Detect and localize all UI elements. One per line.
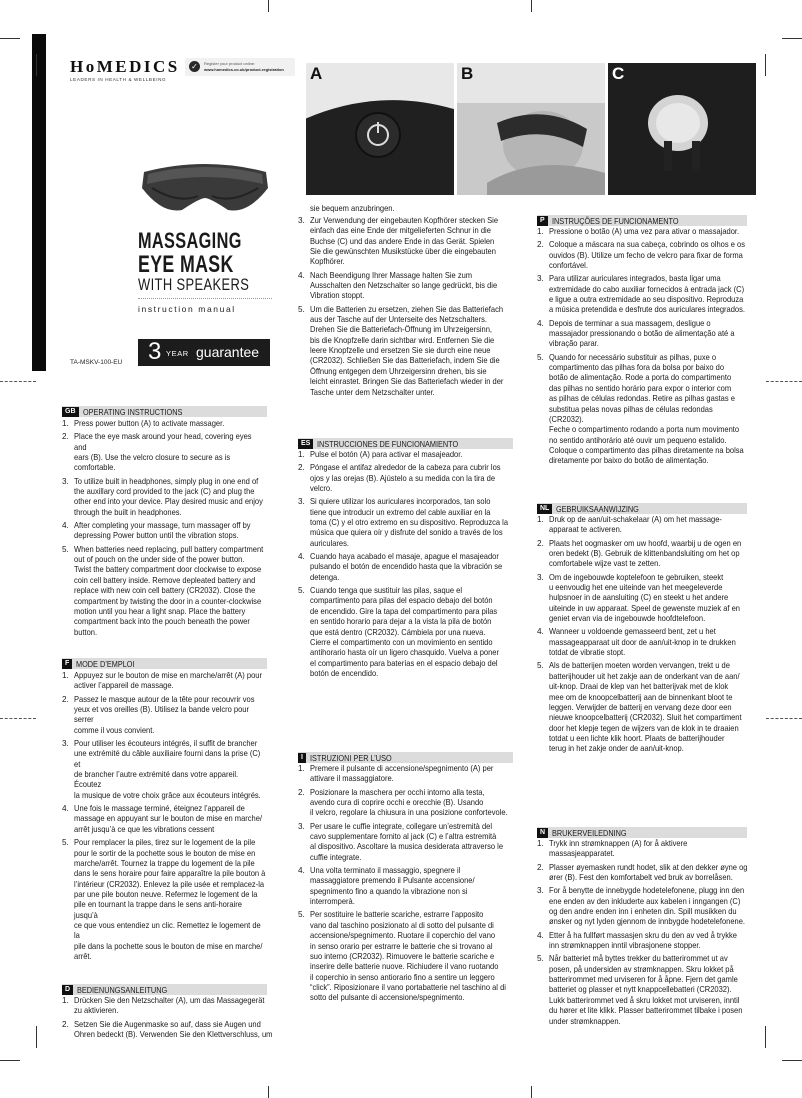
product-title-line2: EYE MASK: [138, 251, 234, 278]
crop-mark: [782, 1060, 802, 1061]
list-item: 4. After completing your massage, turn massager off by depressing Power button until the vibration stops.: [62, 521, 251, 541]
check-icon: ✓: [189, 61, 200, 72]
photo-c: [608, 63, 756, 195]
brand-logo: HoMEDICS: [70, 57, 180, 76]
register-url[interactable]: www.homedics.co.uk/product-registration: [204, 67, 284, 72]
crop-mark: [765, 54, 766, 76]
list-item: 4. Wanneer u voldoende gemasseerd bent, zet u het massageapparaat uit door de aan/uit-knop in te drukken totdat de vibratie stopt.: [537, 627, 736, 658]
language-code: D: [62, 985, 73, 995]
section-header-fr: [62, 658, 267, 669]
instructions-list-gb: [62, 419, 267, 641]
list-item: 1. Premere il pulsante di accensione/spegnimento (A) per attivare il massaggiatore.: [298, 764, 494, 784]
language-code: GB: [62, 407, 79, 417]
list-item: 4. Nach Beendigung Ihrer Massage halten Sie zum Ausschalten den Netzschalter so lange gedrückt, bis die Vibration stoppt.: [298, 270, 498, 301]
section-header-no: [537, 827, 747, 838]
woman-wearing-mask-image: [457, 63, 605, 195]
list-item: 4. Una volta terminato il massaggio, spegnere il massaggiatore premendo il Pulsante accensione/ spegnimento fino a quando la vibrazione non si interromperà.: [298, 866, 475, 907]
guarantee-number: 3: [148, 338, 162, 365]
list-item: 2. Place the eye mask around your head, covering eyes and ears (B). Use the velcro closure to secure as is comfortable.: [62, 432, 252, 473]
instructions-list-no: [537, 839, 749, 1030]
section-header-de: [62, 984, 267, 995]
list-item: 1. Appuyez sur le bouton de mise en marche/arrêt (A) pour activer l’appareil de massage.: [62, 671, 262, 691]
crop-mark: [36, 1026, 37, 1048]
list-item: 3. Si quiere utilizar los auriculares incorporados, tan solo tiene que introducir un extremo del cable auxiliar en la toma (C) y el otro extremo en su dispositivo. Reproduzca la música que quiera oír y disfrute del sonido a través de los auriculares.: [298, 497, 509, 548]
list-item: 5. Når batteriet må byttes trekker du batterirommet ut av posen, på undersiden av strømknappen. Skru lokket på batterirommet med urviseren for å åpne. Fjern det gamle batteriet og plasser et nytt knappcellebatteri (CR2032). Lukk batterirommet ved å skru lokket mot urviseren, inntil du hører et lite klikk. Plasser batterirommet tilbake i posen under strømknappen.: [537, 954, 743, 1026]
language-code: N: [537, 828, 548, 838]
list-item: 5. Quando for necessário substituir as pilhas, puxe o compartimento das pilhas fora da bolsa por baixo do botão de alimentação. Rode a porta do compartimento das pilhas no sentido horário para expor o interior com as pilhas de células redondas. Retire as pilhas gastas e substitua pelas novas pilhas de células redondas (CR2032). Feche o compartimento rodando a porta num movimento no sentido antihorário até ouvir um pequeno estalido. Coloque o compartimento das pilhas diretamente na bolsa diretamente por baixo do botão de alimentação.: [537, 352, 744, 466]
list-item: 3. Per usare le cuffie integrate, collegare un’estremità del cavo supplementare fornito al jack (C) e l’altra estremità al dispositivo. Ascoltare la musica desiderata attraverso le cuffie integrate.: [298, 821, 504, 862]
crop-mark: [765, 1026, 766, 1048]
registration-banner: [185, 58, 295, 76]
list-item: 4. Cuando haya acabado el masaje, apague el masajeador pulsando el botón de encendido hasta que la vibración se detenga.: [298, 552, 503, 582]
instructions-list-es: [298, 450, 513, 682]
instruction-manual-label: instruction manual: [138, 304, 236, 314]
list-item: 5. Cuando tenga que sustituir las pilas, saque el compartimento para pilas del espacio debajo del botón de encendido. Gire la tapa del compartimento para pilas en sentido horario para dejar a la vista la pila de botón que está dentro (CR2032). Cámbiela por una nueva. Cierre el compartimento con un movimiento en sentido antihorario hasta oír un ligero chasquido. Vuelva a poner el compartimento para baterías en el espacio debajo del botón de encendido.: [298, 586, 500, 678]
section-header-es: [298, 438, 513, 449]
list-item: 5. Als de batterijen moeten worden vervangen, trekt u de batterijhouder uit het zakje aan de onderkant van de aan/ uit-knop. Draai de klep van het batterijvak met de klok mee om de knoopcelbatterij aan de binnenkant bloot te leggen. Verwijder de batterij en vervang deze door een nieuwe knoopcelbatterij (CR2032). Sluit het compartiment door het klepje tegen de wijzers van de klok in te draaien totdat u een lichte klik hoort. Plaats de batterijhouder terug in het zakje onder de aan/uit-knop.: [537, 661, 742, 754]
list-item: 5. When batteries need replacing, pull battery compartment out of pouch on the under side of the power button. Twist the battery compartment door clockwise to expose coin cell battery inside. Remove depleated battery and replace with new coin cell battery (CR2032). Close the compartment by twisting the door in a counter-clockwise motion until you hear a light snap. Place the battery compartment back into the pouch beneath the power button.: [62, 544, 264, 637]
guarantee-word: guarantee: [196, 344, 260, 360]
list-item: 1. Drücken Sie den Netzschalter (A), um das Massagegerät zu aktivieren.: [62, 996, 265, 1016]
list-item: 2. Posizionare la maschera per occhi intorno alla testa, avendo cura di coprire occhi e orecchie (B). Usando il velcro, regolare la chiusura in una posizione confortevole.: [298, 787, 508, 818]
list-item: 2. Plasser øyemasken rundt hodet, slik at den dekker øyne og ører (B). Fest den komfortabelt ved bruk av borrelåsen.: [537, 862, 748, 883]
section-header-pt: [537, 215, 747, 226]
section-title: ISTRUZIONI PER L’USO: [309, 752, 392, 763]
list-item: 1. Druk op de aan/uit-schakelaar (A) om het massage- apparaat te activeren.: [537, 515, 722, 535]
divider: [138, 298, 272, 299]
brand-tagline: LEADERS IN HEALTH & WELLBEING: [70, 77, 167, 82]
list-item: 2. Plaats het oogmasker om uw hoofd, waarbij u de ogen en oren bedekt (B). Gebruik de klittenbandsluiting om het op comfortabele wijze vast te zetten.: [537, 538, 742, 569]
product-title-line1: MASSAGING: [138, 228, 242, 253]
list-item: 5. Pour remplacer la piles, tirez sur le logement de la pile pour le sortir de la pochette sous le bouton de mise en marche/arrêt. Tournez la trappe du logement de la pile dans le sens horaire pour faire apparaître la pile bouton à l’intérieur (CR2032). Enlevez la pile usée et remplacez-la par une pile bouton neuve. Refermez le logement de la pile en tournant la trappe dans le sens anti-horaire jusqu’à ce que vous entendiez un clic. Remettez le logement de la pile dans la pochette sous le bouton de mise en marche/ arrêt.: [62, 838, 266, 961]
product-title-line3: WITH SPEAKERS: [138, 275, 250, 294]
language-code: P: [537, 216, 548, 226]
register-text: Register your product online:: [204, 61, 256, 66]
section-title: INSTRUÇÕES DE FUNCIONAMENTO: [551, 215, 679, 226]
language-code: F: [62, 659, 72, 669]
instructions-list-de-cont: [298, 216, 513, 401]
crop-mark: [531, 0, 532, 12]
list-item: 3. Zur Verwendung der eingebauten Kopfhörer stecken Sie einfach das eine Ende der mitgelieferten Schnur in die Buchse (C) und das andere Ende in das Gerät. Spielen Sie die gewünschten Musikstücke über die eingebauten Kopfhörer.: [298, 216, 499, 267]
crop-mark: [0, 1060, 20, 1061]
list-item: 3. Om de ingebouwde koptelefoon te gebruiken, steekt u eenvoudig het ene uiteinde van het meegeleverde hulpsnoer in de aansluiting (C) en steekt u het andere uiteinde in uw apparaat. Speel de gewenste muziek af en geniet ervan via de ingebouwde hoofdtelefoon.: [537, 572, 740, 624]
list-item: 4. Une fois le massage terminé, éteignez l’appareil de massage en appuyant sur le bouton de mise en marche/ arrêt jusqu’à ce que les vibrations cessent: [62, 804, 263, 834]
list-item: 3. To utilize built in headphones, simply plug in one end of the auxillary cord provided to the jack (C) and plug the other end into your device. Play desired music and enjoy through the built in headphones.: [62, 476, 263, 517]
section-header-nl: [537, 503, 747, 514]
fold-mark: [766, 718, 802, 719]
list-item: 2. Passez le masque autour de la tête pour recouvrir vos yeux et vos oreilles (B). Utilisez la bande velcro pour serrer comme il vous convient.: [62, 694, 255, 735]
photo-a: [306, 63, 454, 195]
edge-black-bar: [32, 34, 46, 371]
crop-mark: [268, 1086, 269, 1098]
list-item: 2. Setzen Sie die Augenmaske so auf, dass sie Augen und Ohren bedeckt (B). Verwenden Sie den Klettverschluss, um: [62, 1019, 273, 1040]
section-title: GEBRUIKSAANWIJZING: [556, 503, 640, 514]
list-item: 4. Etter å ha fullført massasjen skru du den av ved å trykke inn strømknappen inntil vibrasjonene stopper.: [537, 930, 737, 951]
list-item: 3. Pour utiliser les écouteurs intégrés, il suffit de brancher une extrémité du câble auxiliaire fourni dans la prise (C) et de brancher l’autre extrémité dans votre appareil. Écoutez la musique de votre choix grâce aux écouteurs intégrés.: [62, 739, 261, 800]
list-item: 1. Pulse el botón (A) para activar el masajeador.: [298, 450, 463, 459]
list-item: 5. Um die Batterien zu ersetzen, ziehen Sie das Batteriefach aus der Tasche auf der Unterseite des Netzschalters. Drehen Sie die Batteriefach-Öffnung im Uhrzeigersinn, bis die Knopfzelle darin sichtbar wird. Entfernen Sie die leere Knopfzelle und ersetzen Sie sie durch eine neue (CR2032). Schließen Sie das Batteriefach, indem Sie die Öffnung entgegen dem Uhrzeigersinn drehen, bis sie leicht einrastet. Bringen Sie das Batteriefach wieder in der Tasche unter dem Netzschalter unter.: [298, 304, 504, 397]
guarantee-badge: [138, 339, 270, 366]
power-button-image: [306, 63, 454, 195]
crop-mark: [268, 0, 269, 12]
instructions-list-de: [62, 996, 274, 1043]
crop-mark: [0, 38, 20, 39]
instructions-list-pt: [537, 227, 749, 470]
section-header-gb: [62, 406, 267, 417]
photo-label: A: [310, 64, 323, 83]
crop-mark: [531, 1086, 532, 1098]
language-code: NL: [537, 504, 552, 514]
section-title: BEDIENUNGSANLEITUNG: [77, 984, 168, 995]
eye-mask-image: [138, 158, 272, 220]
fold-mark: [0, 381, 36, 382]
audio-jack-image: [608, 63, 756, 195]
section-header-it: [298, 752, 513, 763]
language-code: I: [298, 753, 306, 763]
instructions-list-it: [298, 764, 513, 1007]
list-item: 1. Pressione o botão (A) uma vez para ativar o massajador.: [537, 227, 740, 236]
model-number: TA-MSKV-100-EU: [70, 359, 123, 366]
photo-label: C: [612, 64, 625, 83]
list-item: 2. Póngase el antifaz alrededor de la cabeza para cubrir los ojos y las orejas (B). Ajústelo a su medida con la tira de velcro.: [298, 463, 501, 494]
section-title: OPERATING INSTRUCTIONS: [82, 406, 182, 417]
crop-mark: [782, 38, 802, 39]
list-item: 5. Per sostituire le batterie scariche, estrarre l’apposito vano dal taschino posizionato al di sotto del pulsante di accensione/spegnimento. Ruotare il coperchio del vano in senso orario per estrarre le batterie che si trovano al suo interno (CR2032). Rimuovere le batterie scariche e inserire delle batterie nuove. Richiudere il vano ruotando il coperchio in senso antiorario fino a sentire un leggero “click”. Riposizionare il vano portabatterie nel taschino al di sotto del pulsante di accensione/spegnimento.: [298, 910, 506, 1003]
list-item: 4. Depois de terminar a sua massagem, desligue o massajador pressionando o botão de alimentação até a vibração parar.: [537, 318, 735, 349]
continuation-text-de: sie bequem anzubringen.: [310, 204, 395, 213]
section-title: MODE D’EMPLOI: [76, 658, 135, 669]
fold-mark: [766, 381, 802, 382]
list-item: 3. Para utilizar auriculares integrados, basta ligar uma extremidade do cabo auxiliar fornecidos à entrada jack (C) e ligue a outra extremidade ao seu dispositivo. Reproduza a música pretendida e desfrute dos auriculares integrados.: [537, 274, 745, 315]
fold-mark: [0, 718, 36, 719]
instructions-list-fr: [62, 671, 267, 965]
section-title: BRUKERVEILEDNING: [552, 827, 627, 838]
list-item: 2. Coloque a máscara na sua cabeça, cobrindo os olhos e os ouvidos (B). Utilize um fecho de velcro para fixar de forma confortável.: [537, 240, 745, 271]
guarantee-year: YEAR: [166, 349, 189, 358]
section-title: INSTRUCCIONES DE FUNCIONAMIENTO: [317, 438, 459, 449]
photo-b: [457, 63, 605, 195]
list-item: 1. Trykk inn strømknappen (A) for å aktivere massasjeapparatet.: [537, 839, 688, 859]
instructions-list-nl: [537, 515, 749, 758]
list-item: 1. Press power button (A) to activate massager.: [62, 419, 225, 428]
language-code: ES: [298, 439, 313, 449]
photo-label: B: [461, 64, 474, 83]
crop-mark: [36, 54, 37, 76]
list-item: 3. For å benytte de innebygde hodetelefonene, plugg inn den ene enden av den inkluderte aux kabelen i inngangen (C) og den andre enden inn i enheten din. Spill musikken du ønsker og nyt lyden gjennom de innbygde hodetelefonene.: [537, 886, 745, 927]
